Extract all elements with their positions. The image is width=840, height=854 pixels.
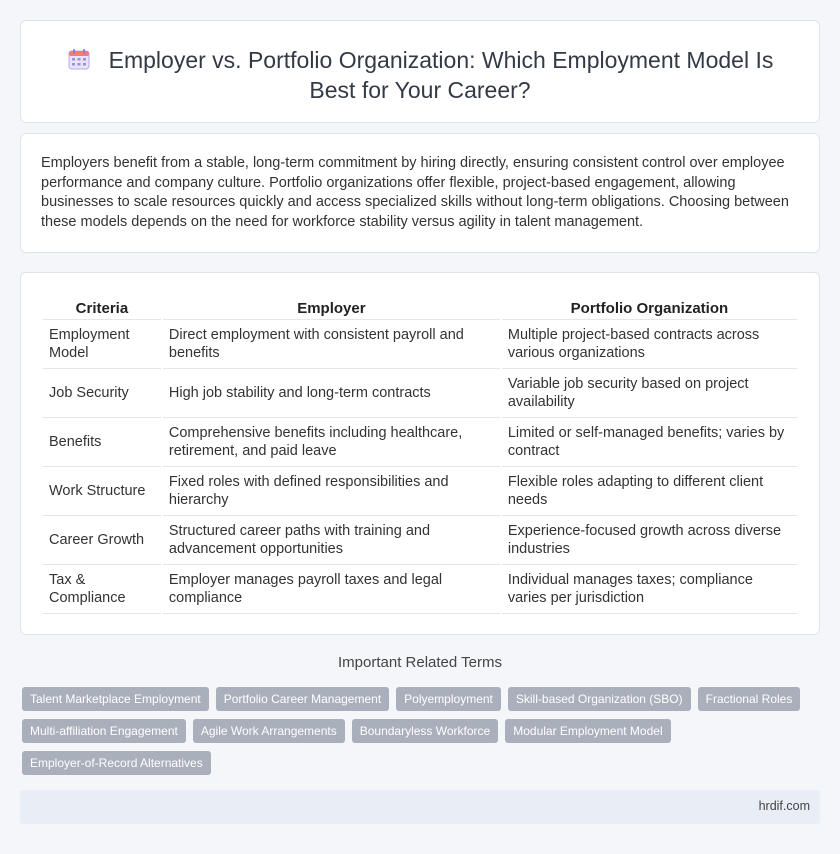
term-tag[interactable]: Portfolio Career Management bbox=[216, 687, 389, 711]
employer-cell: Comprehensive benefits including healthcare, retirement, and paid leave bbox=[163, 418, 500, 467]
summary-text: Employers benefit from a stable, long-term commitment by hiring directly, ensuring consistent control over employee performance and company culture. Portfolio organizations offer flexible, project-based engagement, allowing businesses to scale resources quickly and access specialized skills without long-term obligations. Choosing between these models depends on the need for workforce stability versus agility in talent management. bbox=[41, 155, 789, 230]
footer-site-link[interactable]: hrdif.com bbox=[758, 799, 810, 813]
header-criteria: Criteria bbox=[43, 295, 161, 320]
term-tag[interactable]: Talent Marketplace Employment bbox=[22, 687, 209, 711]
portfolio-cell: Multiple project-based contracts across various organizations bbox=[502, 320, 797, 369]
criteria-cell: Work Structure bbox=[43, 467, 161, 516]
term-tag[interactable]: Employer-of-Record Alternatives bbox=[22, 751, 211, 775]
calendar-icon bbox=[67, 47, 91, 71]
portfolio-cell: Limited or self-managed benefits; varies by contract bbox=[502, 418, 797, 467]
table-row bbox=[43, 516, 797, 565]
criteria-cell: Job Security bbox=[43, 369, 161, 418]
title-card bbox=[20, 20, 820, 123]
related-terms-heading: Important Related Terms bbox=[338, 654, 502, 671]
employer-cell: Fixed roles with defined responsibilities and hierarchy bbox=[163, 467, 500, 516]
comparison-table-card bbox=[20, 272, 820, 635]
table-header-row bbox=[43, 295, 797, 320]
criteria-cell: Career Growth bbox=[43, 516, 161, 565]
portfolio-cell: Flexible roles adapting to different client needs bbox=[502, 467, 797, 516]
portfolio-cell: Variable job security based on project availability bbox=[502, 369, 797, 418]
comparison-table bbox=[41, 295, 799, 614]
table-row bbox=[43, 565, 797, 614]
employer-cell: Direct employment with consistent payroll and benefits bbox=[163, 320, 500, 369]
term-tag[interactable]: Polyemployment bbox=[396, 687, 501, 711]
portfolio-cell: Experience-focused growth across diverse industries bbox=[502, 516, 797, 565]
related-terms-list bbox=[22, 687, 812, 775]
term-tag[interactable]: Modular Employment Model bbox=[505, 719, 670, 743]
header-portfolio-organization: Portfolio Organization bbox=[502, 295, 797, 320]
page-title: Employer vs. Portfolio Organization: Which Employment Model Is Best for Your Career? bbox=[108, 47, 774, 103]
employer-cell: Employer manages payroll taxes and legal compliance bbox=[163, 565, 500, 614]
employer-cell: Structured career paths with training and advancement opportunities bbox=[163, 516, 500, 565]
table-row bbox=[43, 467, 797, 516]
criteria-cell: Employment Model bbox=[43, 320, 161, 369]
page-title-wrap bbox=[61, 45, 779, 105]
term-tag[interactable]: Multi-affiliation Engagement bbox=[22, 719, 186, 743]
term-tag[interactable]: Skill-based Organization (SBO) bbox=[508, 687, 691, 711]
header-employer: Employer bbox=[163, 295, 500, 320]
criteria-cell: Benefits bbox=[43, 418, 161, 467]
term-tag[interactable]: Agile Work Arrangements bbox=[193, 719, 345, 743]
table-row bbox=[43, 320, 797, 369]
table-row bbox=[43, 369, 797, 418]
criteria-cell: Tax & Compliance bbox=[43, 565, 161, 614]
employer-cell: High job stability and long-term contracts bbox=[163, 369, 500, 418]
table-row bbox=[43, 418, 797, 467]
term-tag[interactable]: Fractional Roles bbox=[698, 687, 801, 711]
footer bbox=[20, 790, 820, 824]
portfolio-cell: Individual manages taxes; compliance varies per jurisdiction bbox=[502, 565, 797, 614]
term-tag[interactable]: Boundaryless Workforce bbox=[352, 719, 499, 743]
summary-card bbox=[20, 133, 820, 253]
